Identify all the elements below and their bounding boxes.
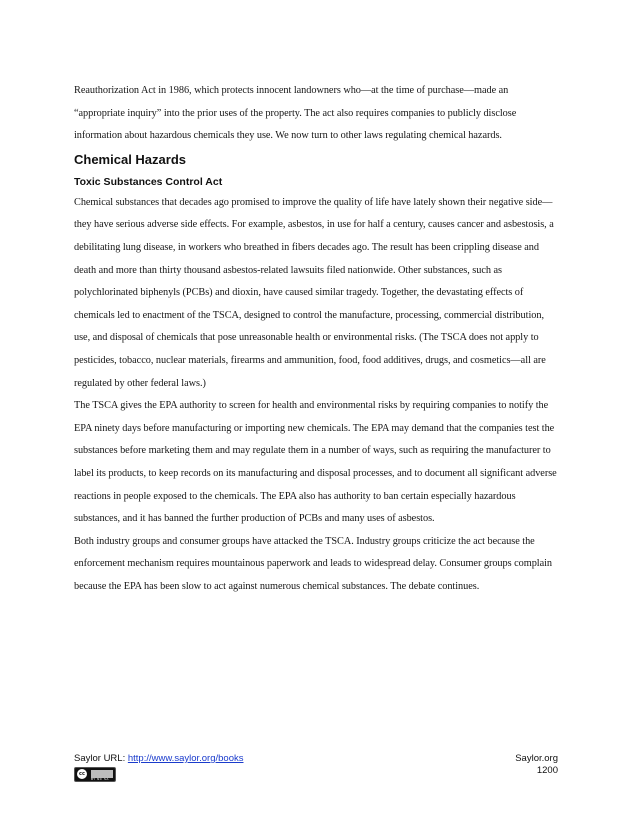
document-body bbox=[74, 80, 558, 598]
footer-url-label: Saylor URL: bbox=[74, 753, 128, 764]
cc-logo-icon: cc bbox=[76, 768, 88, 780]
paragraph-epa-authority: The TSCA gives the EPA authority to screen for health and environmental risks by requiring companies to notify the EPA ninety days before manufacturing or importing new chemicals. The EPA may demand that the companies test the substances before marketing them and may regulate them in a number of ways, such as requiring the manufacturer to label its products, to keep records on its manufacturing and disposal processes, and to document all significant adverse reactions in people exposed to the chemicals. The EPA also has authority to ban certain especially hazardous substances, and it has banned the further production of PCBs and many uses of asbestos. bbox=[74, 400, 557, 525]
paragraph-debate: Both industry groups and consumer groups have attacked the TSCA. Industry groups criticize the act because the enforcement mechanism requires mountainous paperwork and leads to widespread delay. Consumer groups complain because the EPA has been slow to act against numerous chemical substances. The debate continues. bbox=[74, 535, 553, 592]
intro-paragraph: Reauthorization Act in 1986, which protects innocent landowners who—at the time of purchase—made an “appropriate inquiry” into the prior uses of the property. The act also requires companies to publicly disclose information about hazardous chemicals they use. We now turn to other laws regulating chemical hazards. bbox=[74, 85, 517, 142]
saylor-books-link[interactable]: http://www.saylor.org/books bbox=[127, 753, 244, 764]
paragraph-asbestos: Chemical substances that decades ago promised to improve the quality of life have lately shown their negative side—they have serious adverse side effects. For example, asbestos, in use for half a century, causes cancer and asbestosis, a debilitating lung disease, in workers who breathed in fibers decades ago. The result has been crippling disease and death and more than thirty thousand asbestos-related lawsuits filed nationwide. Other substances, such as polychlorinated biphenyls (PCBs) and dioxin, have caused similar tragedy. Together, the devastating effects of chemicals led to enactment of the TSCA, designed to control the manufacture, processing, commercial distribution, use, and disposal of chemicals that pose unreasonable health or environmental risks. (The TSCA does not apply to pesticides, tobacco, nuclear materials, firearms and ammunition, food, food additives, drugs, and cosmetics—all are regulated by other federal laws.) bbox=[74, 196, 554, 389]
footer-site-info bbox=[515, 753, 558, 777]
section-heading: Chemical Hazards bbox=[74, 151, 186, 167]
creative-commons-license-icon[interactable] bbox=[74, 767, 116, 782]
footer-site-name: Saylor.org bbox=[515, 753, 558, 764]
license-terms-text: BY NC SA bbox=[91, 777, 109, 781]
page-number: 1200 bbox=[536, 765, 558, 776]
subsection-heading: Toxic Substances Control Act bbox=[74, 175, 223, 188]
footer-source bbox=[74, 753, 244, 764]
